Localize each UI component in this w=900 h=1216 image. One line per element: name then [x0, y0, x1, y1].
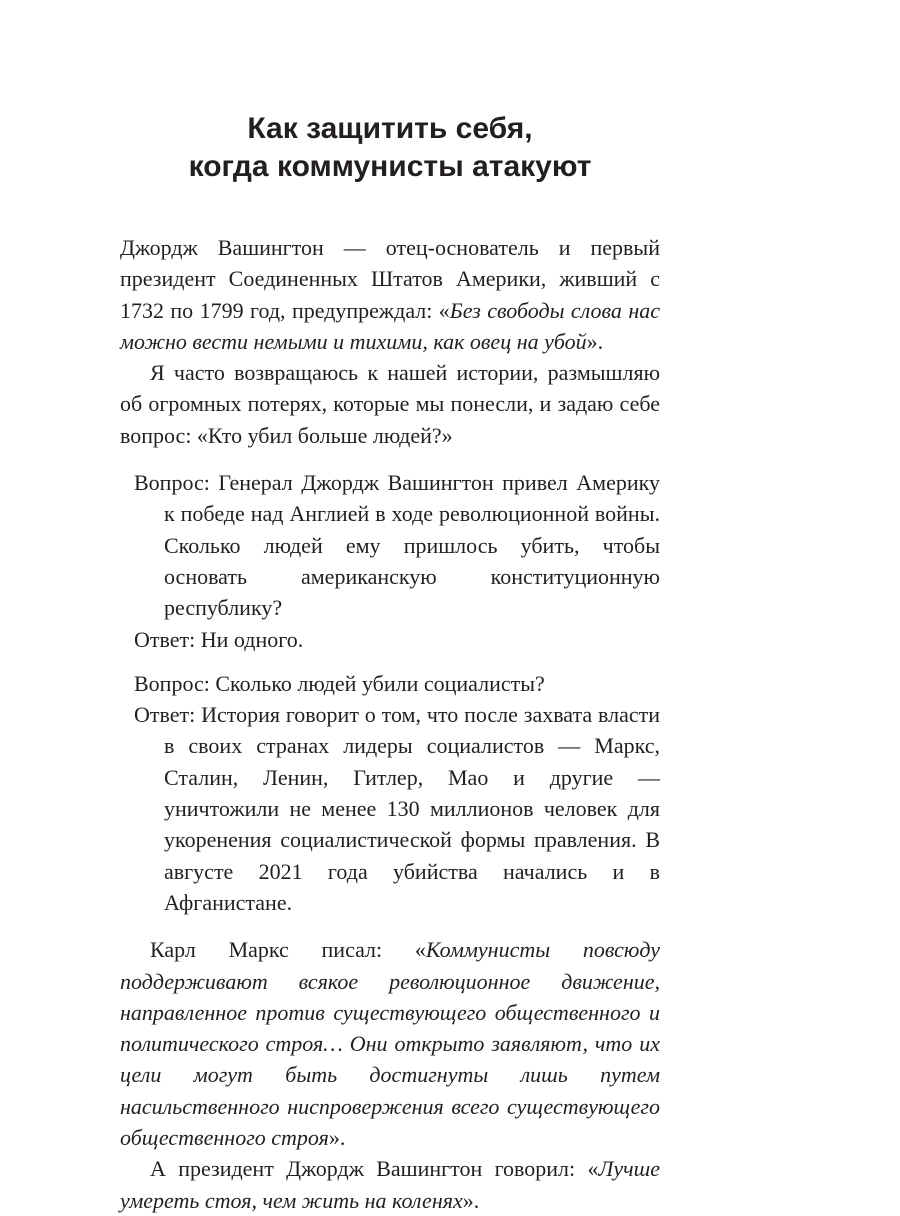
answer-1: Ответ: Ни одного. [134, 626, 304, 652]
paragraph-text: Джордж Вашингтон — отец-основатель и первый президент Соединенных Штатов Америки, живший с 1732 по 1799 год, предупреждал: « [120, 235, 660, 323]
chapter-title [120, 110, 660, 186]
paragraph-marx-quote [120, 934, 660, 1153]
question-2: Вопрос: Сколько людей убили социалисты? [134, 670, 545, 696]
quote-text: Лучше умереть стоя, чем жить на коленях [120, 1156, 660, 1213]
quote-text: Коммунисты повсюду поддерживают всякое революционное движение, направленное против существующего общественного и политического строя… Они открыто заявляют, что их цели могут быть достигнуты лишь путем насильственного ниспровержения всего существующего общественного строя [120, 937, 661, 1151]
chapter-title-line-2: когда коммунисты атакуют [188, 150, 592, 183]
answer-2: Ответ: История говорит о том, что после захвата власти в своих странах лидеры социалистов — Маркс, Сталин, Ленин, Гитлер, Мао и другие — уничтожили не менее 130 миллионов человек для укоренения социалистической формы правления. В августе 2021 года убийства начались и в Афганистане. [134, 702, 660, 915]
quote-close: ». [462, 1187, 480, 1213]
paragraph-text: Карл Маркс писал: « [150, 937, 426, 963]
chapter-title-line-1: Как защитить себя, [247, 112, 533, 145]
book-page [120, 0, 661, 1213]
paragraph-text: А президент Джордж Вашингтон говорил: « [150, 1156, 599, 1182]
quote-close: ». [586, 328, 604, 354]
paragraph-washington-quote [120, 232, 660, 357]
qa-block-2 [120, 668, 660, 918]
quote-text: Без свободы слова нас можно вести немыми и тихими, как овец на убой [120, 297, 660, 354]
paragraph-washington-closing [120, 1153, 660, 1216]
chapter-body [120, 232, 660, 1216]
question-1: Вопрос: Генерал Джордж Вашингтон привел Америку к победе над Англией в ходе революционной войны. Сколько людей ему пришлось убить, чтобы основать американскую конституционную республику? [134, 470, 660, 621]
paragraph-history: Я часто возвращаюсь к нашей истории, размышляю об огромных потерях, которые мы понесли, и задаю себе вопрос: «Кто убил больше людей?» [120, 360, 660, 448]
qa-block-1 [120, 467, 660, 655]
quote-close: ». [328, 1125, 346, 1151]
